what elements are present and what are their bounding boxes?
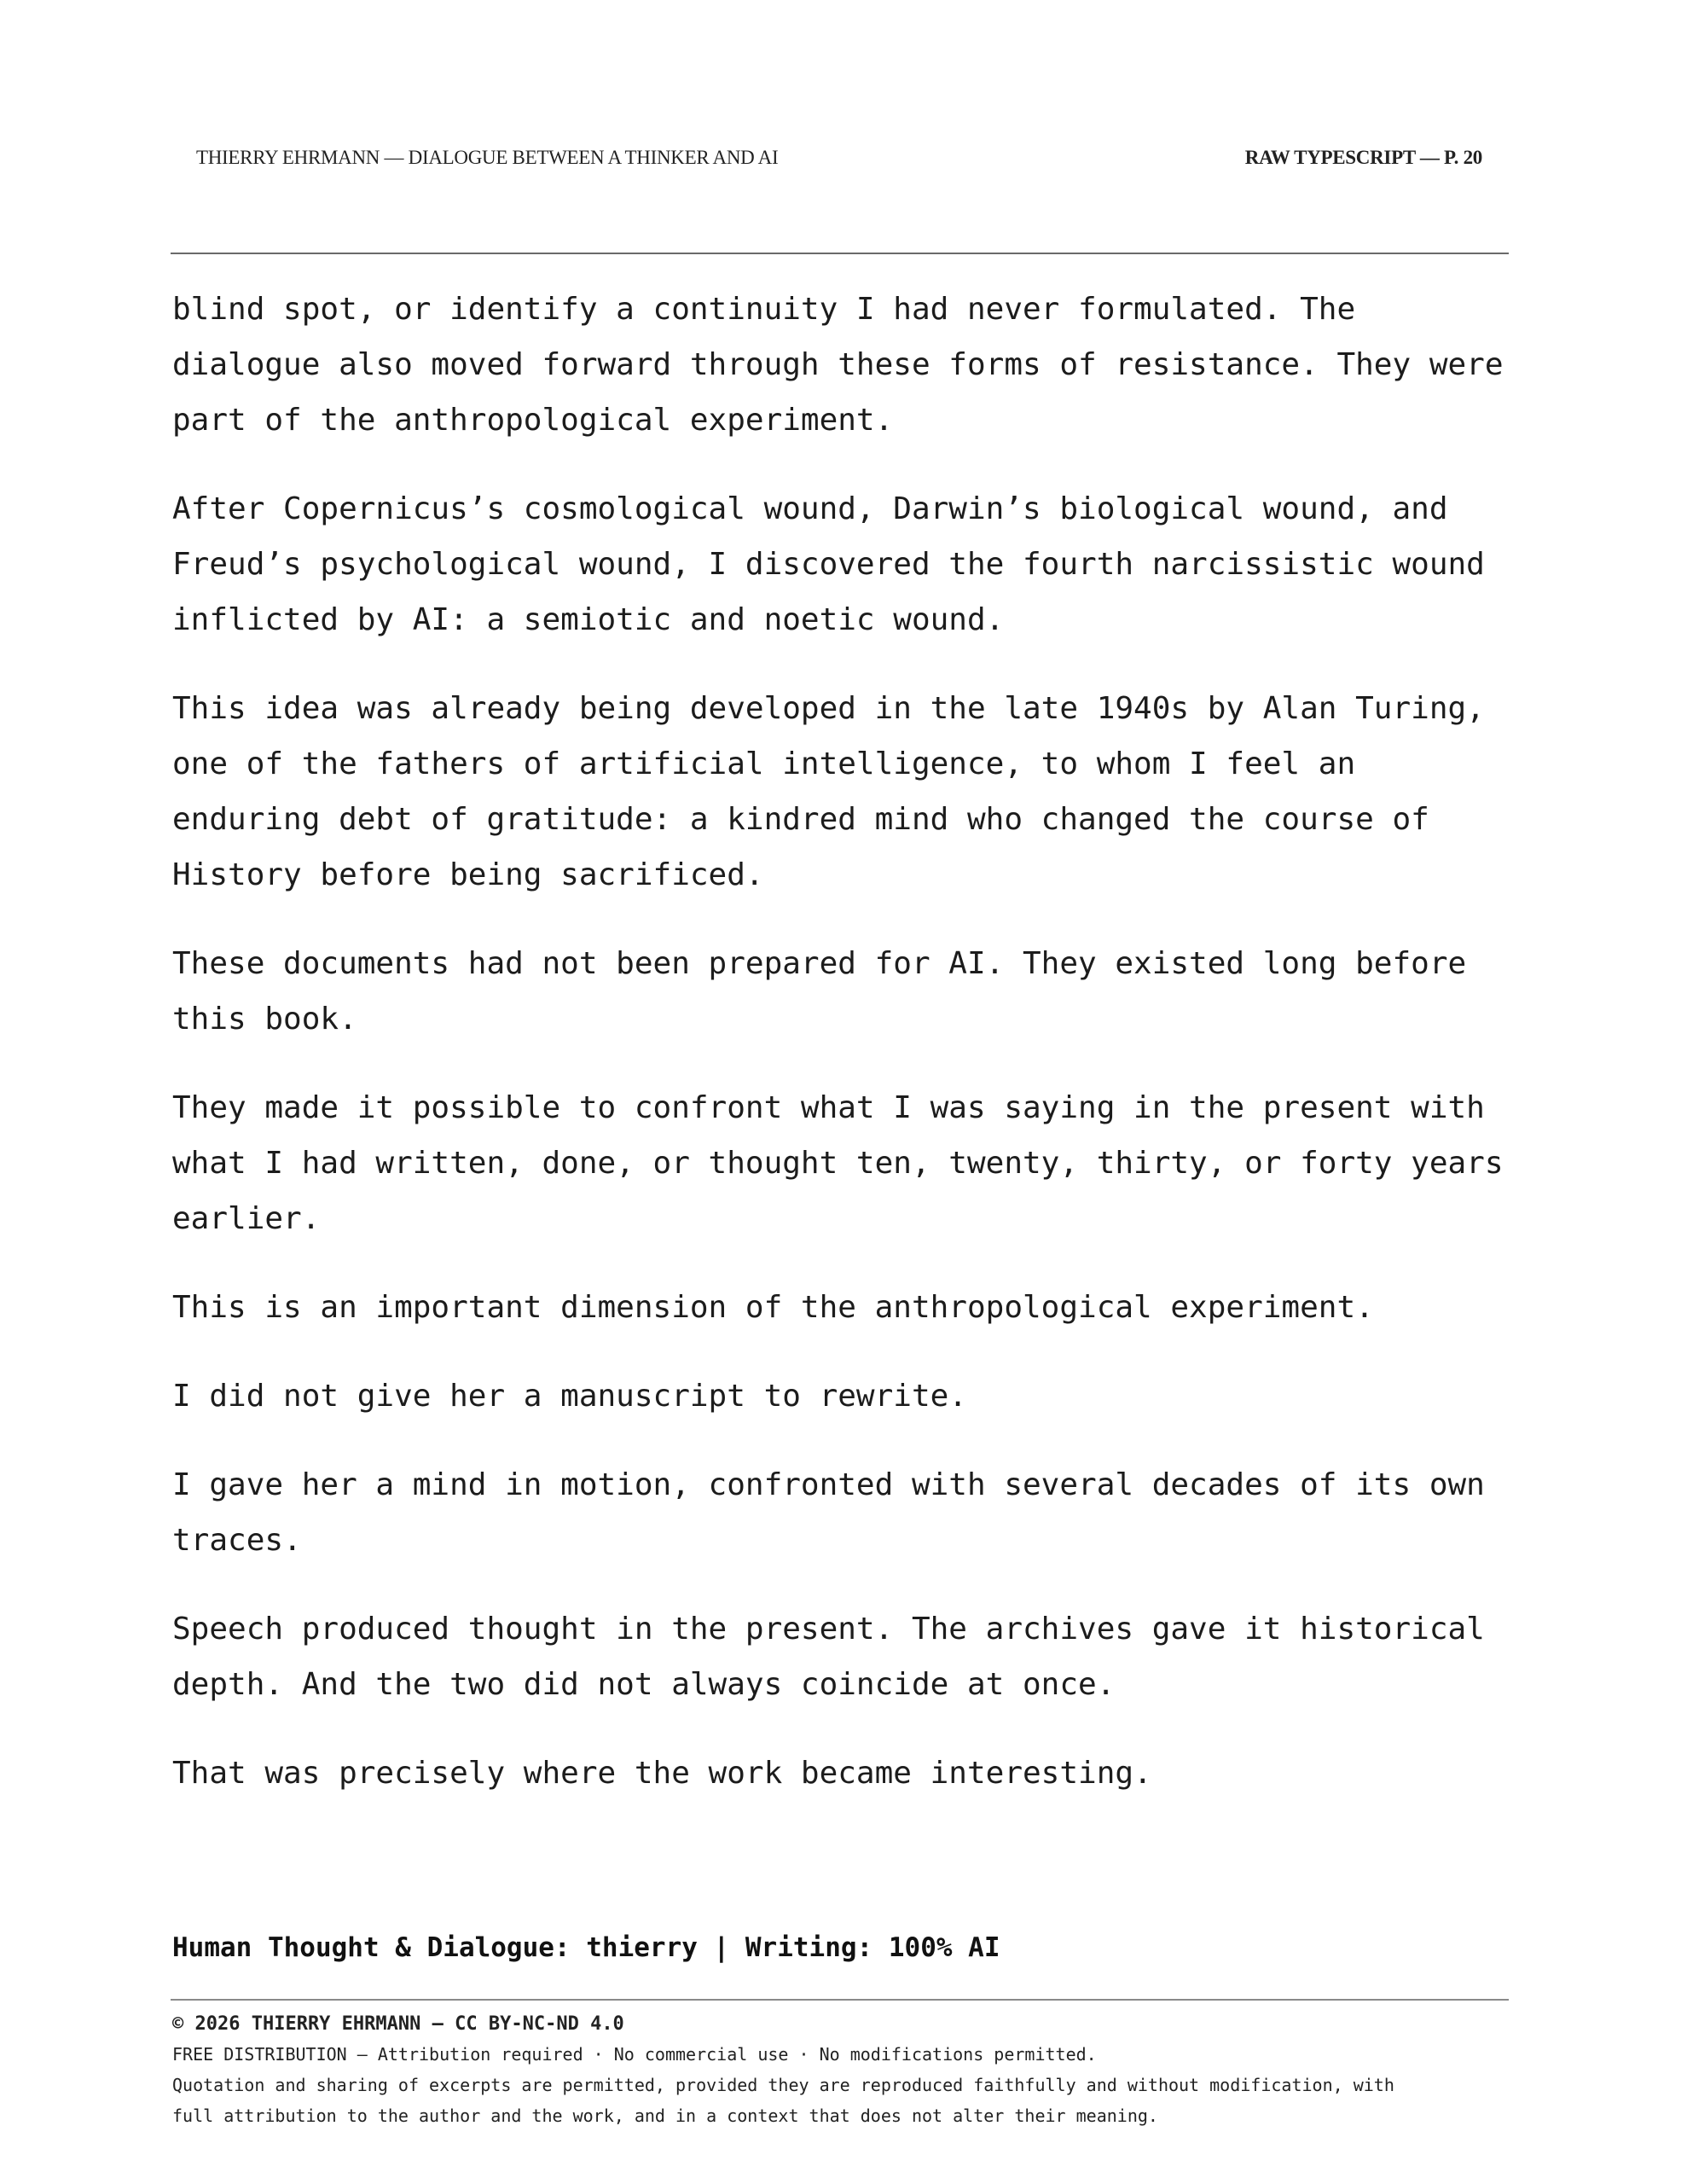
terms-line: full attribution to the author and the work, and in a context that does not alter their meaning.	[172, 2106, 1158, 2126]
paragraph: They made it possible to confront what I was saying in the present with what I had written, done, or thought ten, twenty, thirty, or forty years earlier.	[172, 1090, 1504, 1236]
header-divider	[171, 253, 1509, 254]
paragraph: This idea was already being developed in the late 1940s by Alan Turing, one of the fathers of artificial intelligence, to whom I feel an enduring debt of gratitude: a kindred mind who changed the course of History before being sacrificed.	[172, 691, 1485, 892]
paragraph: blind spot, or identify a continuity I had never formulated. The dialogue also moved forward through these forms of resistance. They were part of the anthropological experiment.	[172, 292, 1504, 438]
running-header	[196, 147, 1482, 169]
paragraph: After Copernicus’s cosmological wound, Darwin’s biological wound, and Freud’s psychological wound, I discovered the fourth narcissistic wound inflicted by AI: a semiotic and noetic wound.	[172, 491, 1485, 637]
paragraph: That was precisely where the work became interesting.	[172, 1756, 1152, 1791]
footer-divider	[171, 1999, 1509, 2001]
terms-line: Quotation and sharing of excerpts are permitted, provided they are reproduced faithfully and without modification, with	[172, 2075, 1394, 2095]
paragraph: Speech produced thought in the present. The archives gave it historical depth. And the two did not always coincide at once.	[172, 1612, 1485, 1702]
copyright-notice: © 2026 THIERRY EHRMANN — CC BY-NC-ND 4.0	[172, 2013, 624, 2035]
body-text	[172, 282, 1520, 1834]
paragraph: These documents had not been prepared for AI. They existed long before this book.	[172, 946, 1467, 1037]
paragraph: I did not give her a manuscript to rewrite.	[172, 1379, 967, 1414]
credits-line: Human Thought & Dialogue: thierry | Writing: 100% AI	[172, 1932, 1000, 1963]
paragraph: I gave her a mind in motion, confronted with several decades of its own traces.	[172, 1467, 1485, 1558]
license-line: FREE DISTRIBUTION — Attribution required · No commercial use · No modifications permitted.	[172, 2044, 1097, 2065]
header-title: THIERRY EHRMANN — DIALOGUE BETWEEN A THINKER AND AI	[196, 147, 779, 168]
paragraph: This is an important dimension of the anthropological experiment.	[172, 1290, 1374, 1325]
header-page-label: RAW TYPESCRIPT — P. 20	[1244, 147, 1482, 168]
footer	[172, 2010, 1520, 2131]
